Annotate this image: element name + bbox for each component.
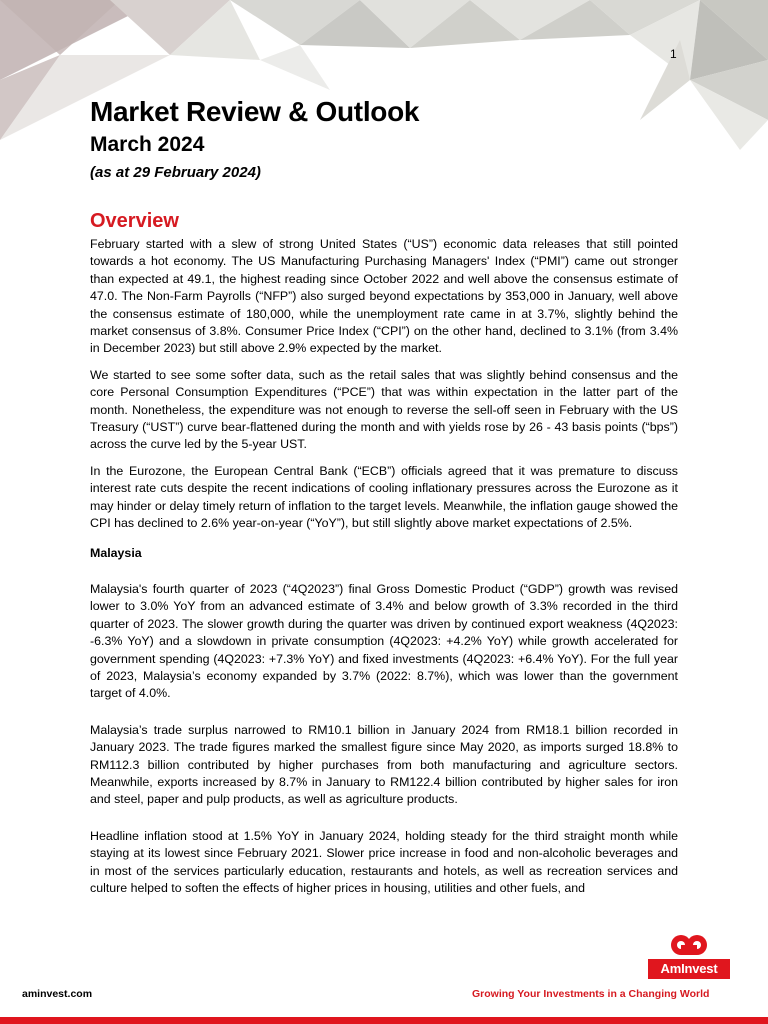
overview-paragraph: February started with a slew of strong United States (“US”) economic data releases that still pointed towards a hot economy. The US Manufacturing Purchasing Managers' Index (“PMI”) came out stronger than expected at 49.1, the highest reading since October 2022 and well above the consensus estimate of 47.0. The Non-Farm Payrolls (“NFP”) also surged beyond expectations by 353,000 in January, well above the consensus estimate of 180,000, while the unemployment rate came in at 3.7%, slightly behind the market consensus of 3.8%. Consumer Price Index (“CPI”) on the other hand, declined to 3.1% (from 3.4% in December 2023) but still above 2.9% expected by the market. xyxy=(90,237,678,356)
overview-paragraph: We started to see some softer data, such as the retail sales that was slightly behind consensus and the core Personal Consumption Expenditures (“PCE”) that was within expectation in the latter part of the month. Nonetheless, the expenditure was not enough to reverse the sell-off seen in February with the US Treasury (“UST”) curve bear-flattened during the month and with yields rose by 26 - 43 basis points (“bps”) across the curve led by the 5-year UST. xyxy=(90,367,678,452)
section-heading-overview: Overview xyxy=(90,210,179,232)
aminvest-logo xyxy=(648,934,730,979)
overview-paragraph: In the Eurozone, the European Central Bank (“ECB”) officials agreed that it was premature to discuss interest rate cuts despite the recent indications of cooling inflationary pressures across the Eurozone as it may hinder or delay timely return of inflation to the target levels. Meanwhile, the inflation gauge showed the CPI has declined to 2.6% year-on-year (“YoY”), but still slightly above market expectations of 2.5%. xyxy=(90,463,678,531)
page-number: 1 xyxy=(670,47,677,61)
as-at-date: (as at 29 February 2024) xyxy=(90,164,261,181)
section-heading-malaysia: Malaysia xyxy=(90,545,142,560)
page-title: Market Review & Outlook xyxy=(90,96,420,127)
malaysia-paragraph: Headline inflation stood at 1.5% YoY in January 2024, holding steady for the third straight month while staying at its lowest since February 2021. Slower price increase in food and non-alcoholic beverages and in most of the services particularly education, restaurants and hotels, as well as recreation services and culture helped to soften the effects of higher prices in housing, utilities and other fuels, and xyxy=(90,828,678,895)
malaysia-paragraph: Malaysia’s trade surplus narrowed to RM10.1 billion in January 2024 from RM18.1 billion recorded in January 2023. The trade figures marked the smallest figure since May 2020, as imports surged 18.8% to RM112.3 billion contributed by higher purchases from both manufacturing and agriculture sectors. Meanwhile, exports increased by 8.7% in January to RM122.4 billion contributed by higher sales for iron and steel, paper and pulp products, as well as agriculture products. xyxy=(90,722,678,807)
footer-tagline: Growing Your Investments in a Changing World xyxy=(472,988,710,1000)
footer-website-link[interactable]: aminvest.com xyxy=(22,988,93,1000)
malaysia-paragraph: Malaysia's fourth quarter of 2023 (“4Q2023”) final Gross Domestic Product (“GDP”) growth was revised lower to 3.0% YoY from an advanced estimate of 3.4% and below growth of 3.3% recorded in the third quarter of 2023. The slower growth during the quarter was driven by continued export weakness (4Q2023: -6.3% YoY) and a slowdown in private consumption (4Q2023: +4.2% YoY) while growth accelerated for government spending (4Q2023: +7.3% YoY) and fixed investments (4Q2023: +6.4% YoY). For the full year of 2023, Malaysia’s economy expanded by 3.7% (2022: 8.7%), which was lower than the government target of 4.0%. xyxy=(90,581,678,701)
report-body xyxy=(90,207,678,906)
aminvest-logo-mark-icon xyxy=(669,934,709,956)
logo-wordmark: AmInvest xyxy=(648,959,730,979)
footer-bar xyxy=(0,1017,768,1024)
title-block xyxy=(90,95,690,184)
report-month: March 2024 xyxy=(90,133,205,156)
